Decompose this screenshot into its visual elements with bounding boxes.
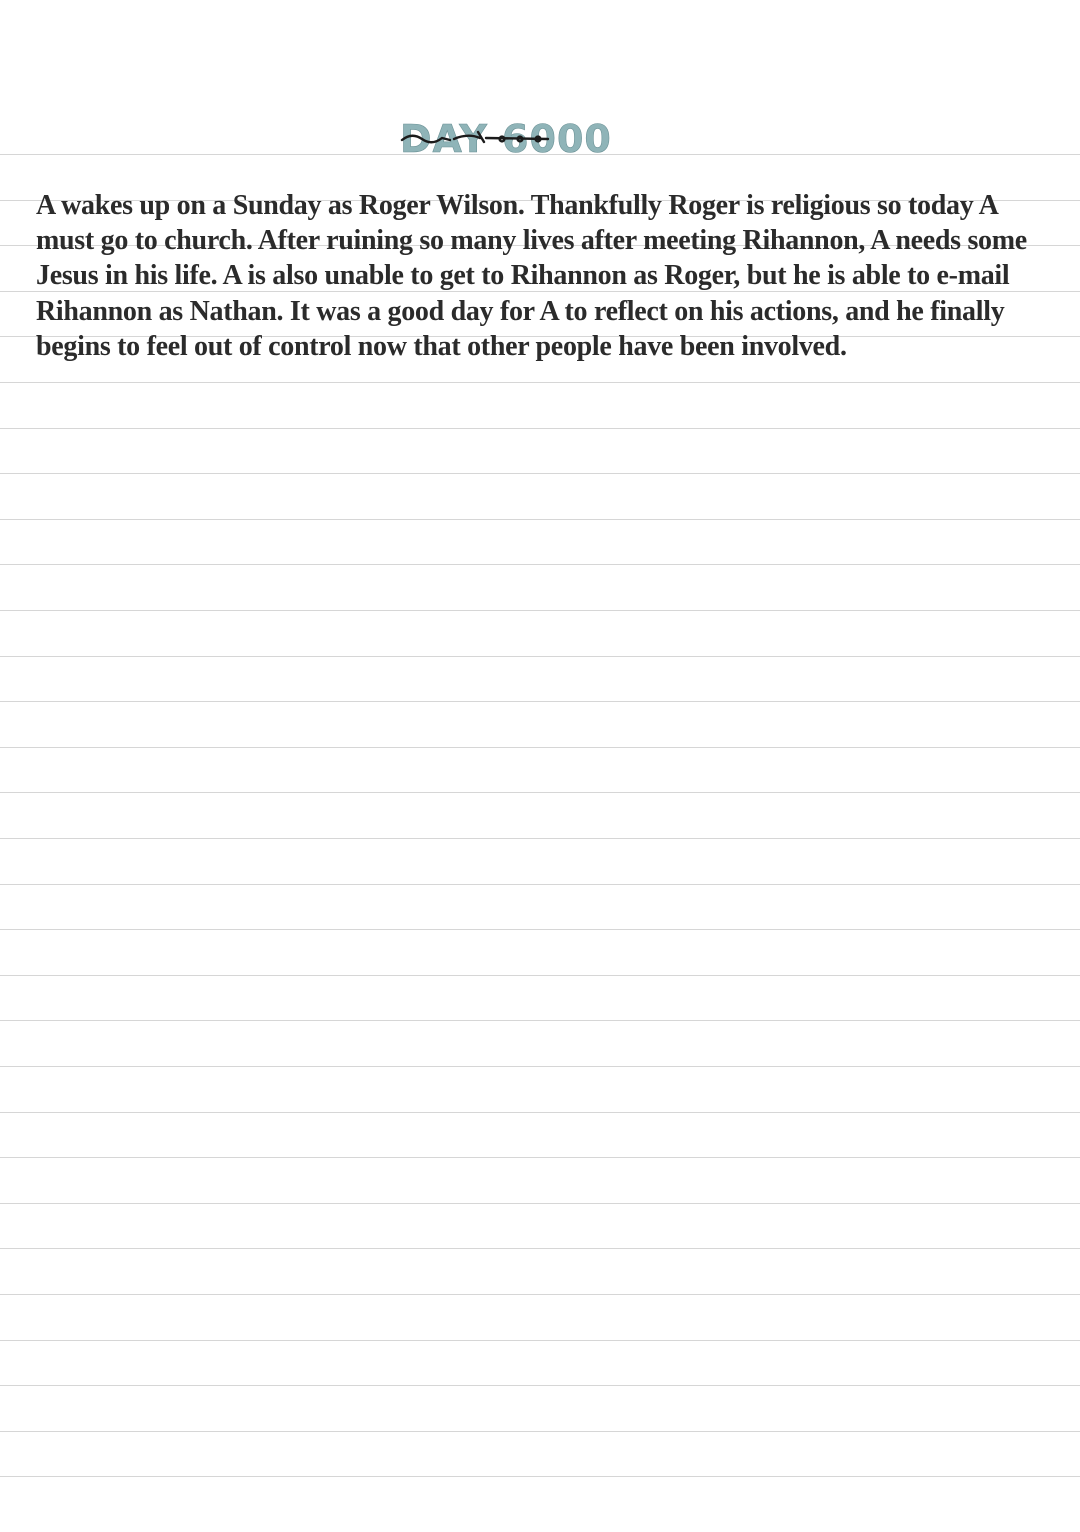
day-heading: [398, 112, 612, 161]
ruled-line: [0, 747, 1080, 748]
ruled-line: [0, 1112, 1080, 1113]
ruled-line: [0, 1020, 1080, 1021]
ruled-line: [0, 929, 1080, 930]
ruled-line: [0, 1248, 1080, 1249]
ruled-line: [0, 610, 1080, 611]
ruled-line: [0, 1340, 1080, 1341]
ruled-line: [0, 564, 1080, 565]
ruled-line: [0, 1385, 1080, 1386]
ruled-line: [0, 1476, 1080, 1477]
ruled-line: [0, 838, 1080, 839]
day-heading-text: DAY 6000: [400, 117, 612, 161]
ruled-line: [0, 792, 1080, 793]
ruled-line: [0, 382, 1080, 383]
ruled-line: [0, 1066, 1080, 1067]
ruled-line: [0, 473, 1080, 474]
ruled-line: [0, 1203, 1080, 1204]
summary-paragraph: A wakes up on a Sunday as Roger Wilson. Thankfully Roger is religious so today A must go to church. After ruining so many lives after meeting Rihannon, A needs some Jesus in his life. A is also unable to get to Rihannon as Roger, but he is able to e-mail Rihannon as Nathan. It was a good day for A to reflect on his actions, and he finally begins to feel out of control now that other people have been involved.: [36, 190, 1027, 362]
ruled-line: [0, 1431, 1080, 1432]
ruled-line: [0, 701, 1080, 702]
ruled-line: [0, 656, 1080, 657]
ruled-line: [0, 519, 1080, 520]
ruled-line: [0, 428, 1080, 429]
ruled-line: [0, 1294, 1080, 1295]
ruled-line: [0, 1157, 1080, 1158]
ruled-line: [0, 975, 1080, 976]
ruled-line: [0, 884, 1080, 885]
